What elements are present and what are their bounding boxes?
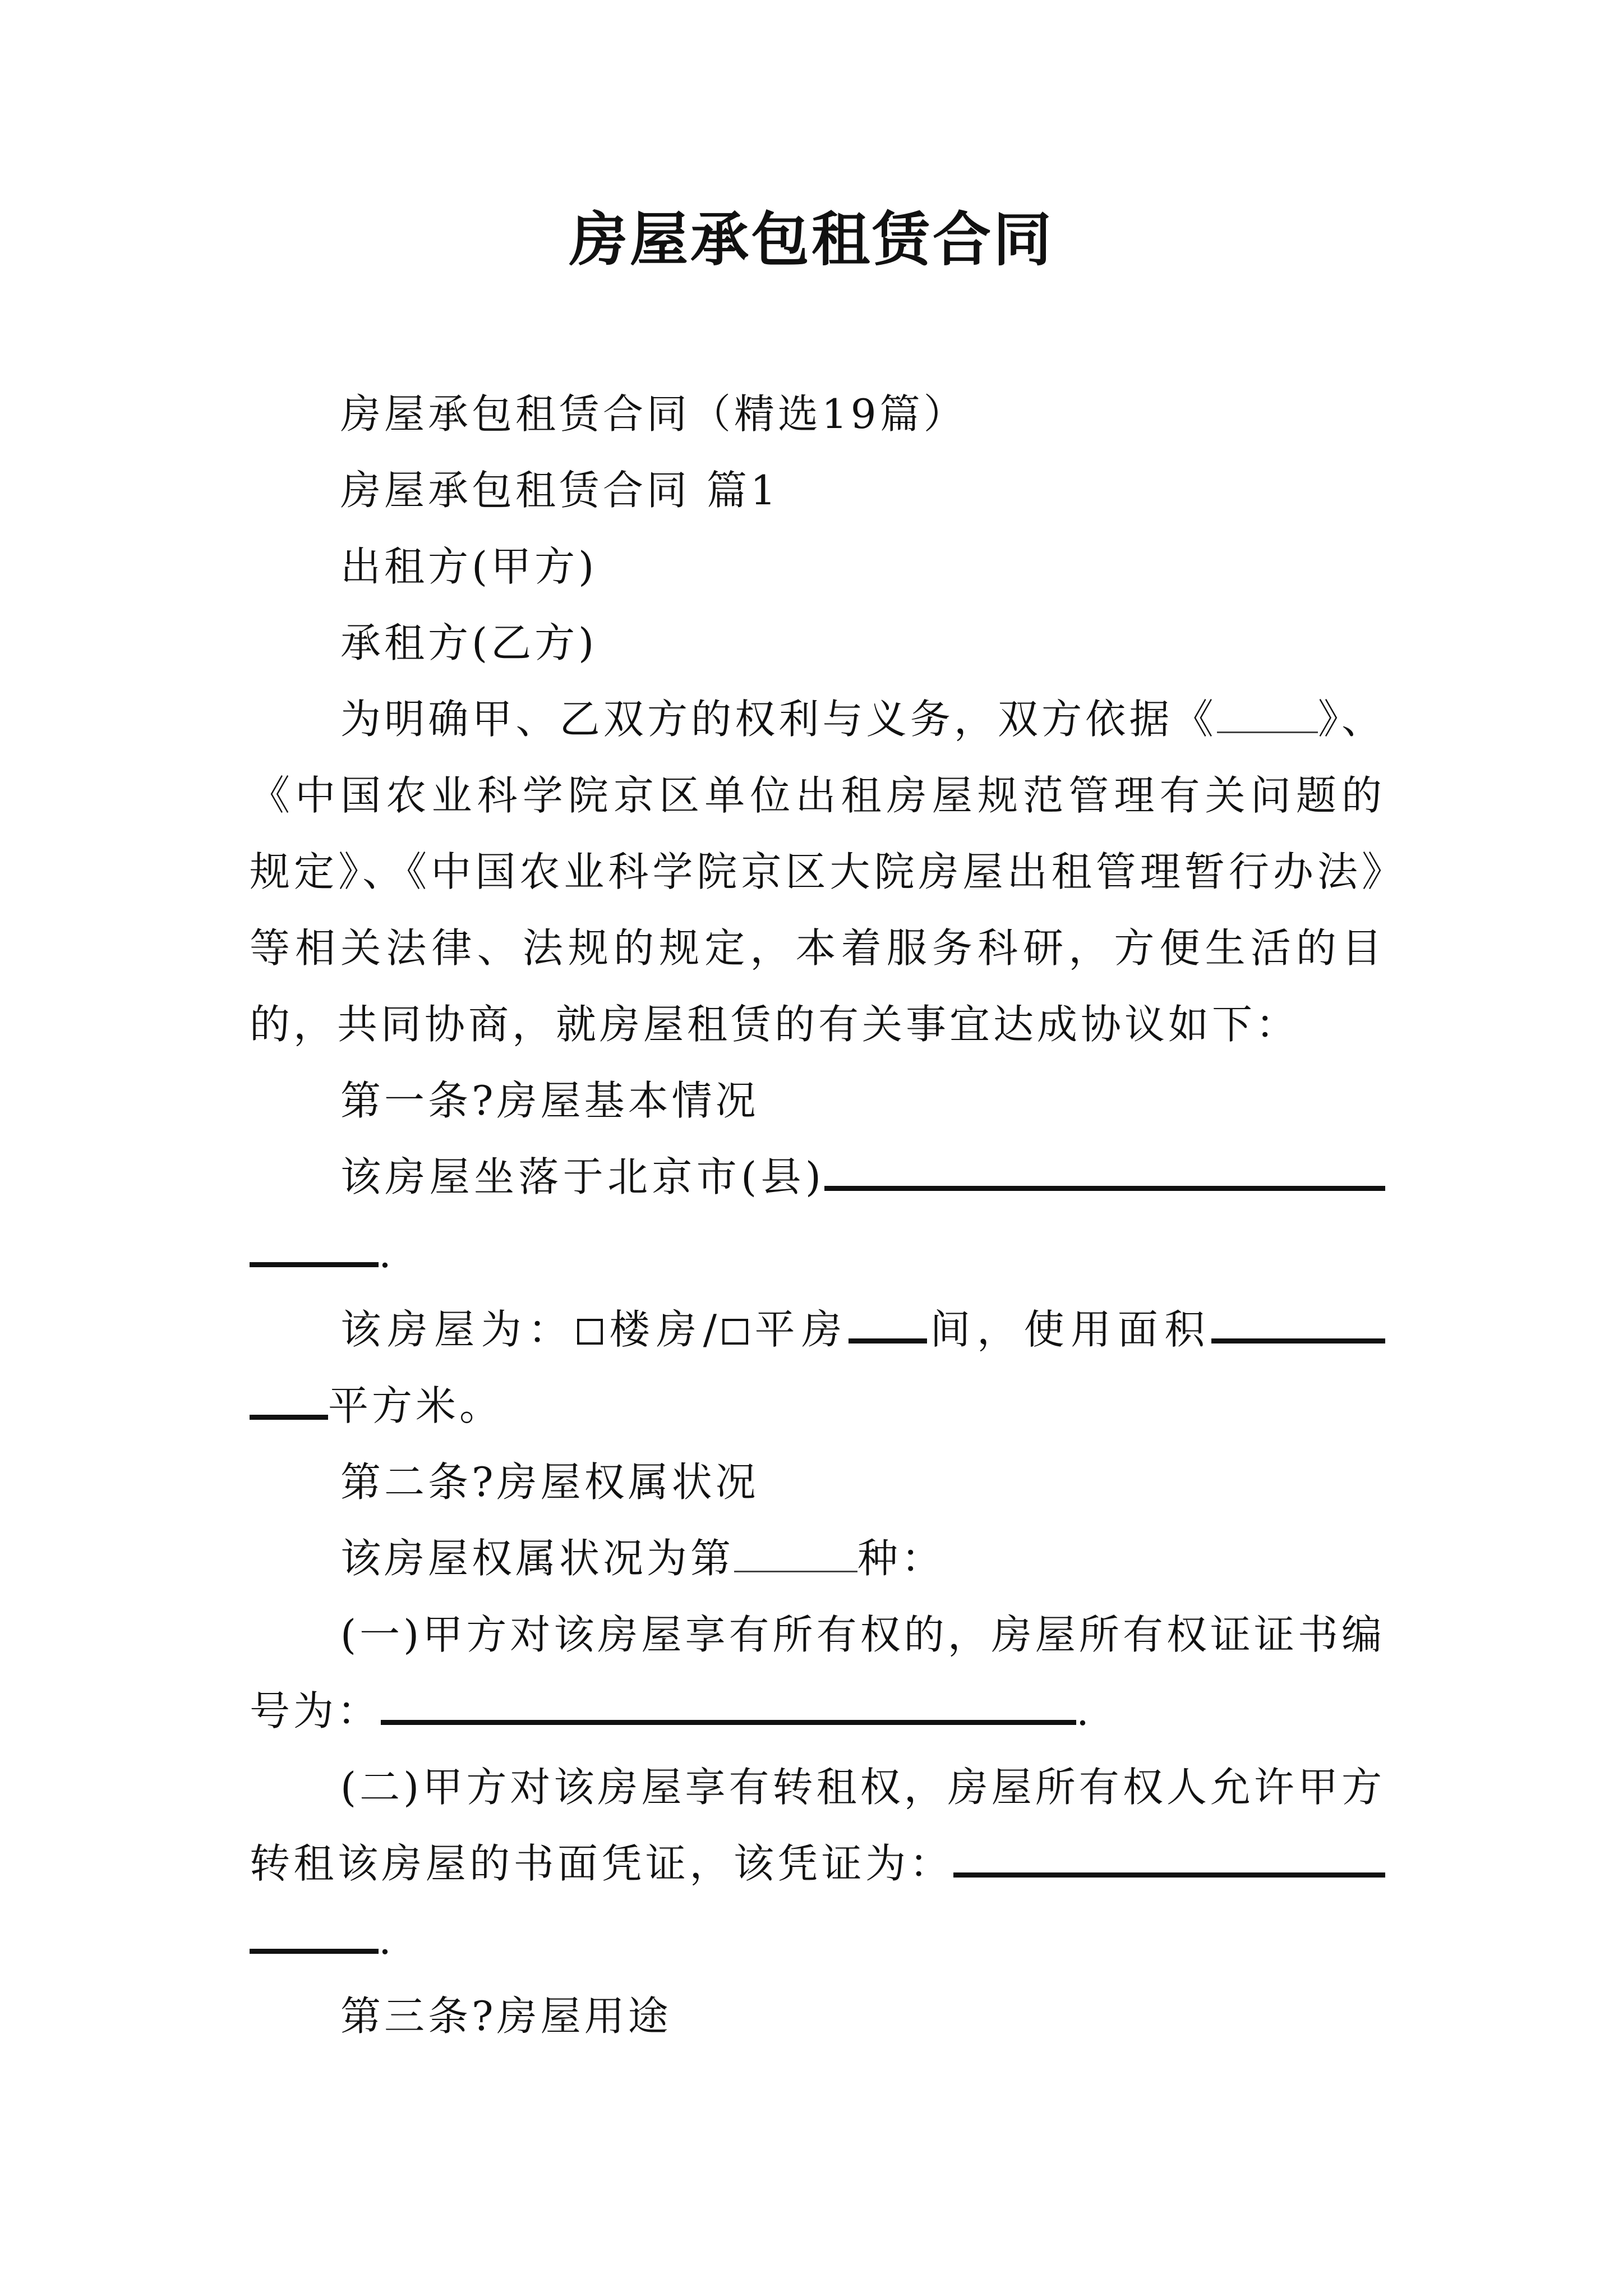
checkbox-bungalow-icon [722,1319,748,1345]
room-count-blank [849,1338,927,1343]
intro-text-a: 为明确甲、乙双方的权利与义务，双方依据《 [340,696,1217,743]
article-3-heading: 第三条?房屋用途 [340,1993,672,2040]
item-1-text: (一)甲方对该房屋享有所有权的，房屋所有权证证书编号为： [250,1611,1385,1734]
voucher-blank-continued [250,1949,379,1954]
part-heading: 房屋承包租赁合同 篇1 [340,467,780,514]
lessee-line: 承租方(乙方) [340,619,598,666]
item-1-period: . [1076,1687,1092,1734]
house-type-text-a: 该房屋为： [340,1306,575,1353]
article-1-heading: 第一条?房屋基本情况 [340,1077,759,1124]
checkbox-building-icon [577,1319,603,1345]
ownership-kind-blank [734,1571,857,1572]
item-2-paragraph [250,1749,1385,1978]
area-blank-continued [250,1415,328,1420]
ownership-text-b: 种： [857,1535,946,1582]
intro-paragraph [250,681,1385,1062]
article-2-heading: 第二条?房屋权属状况 [340,1458,759,1506]
house-type-text-c: 平方米。 [328,1382,504,1429]
voucher-blank [953,1872,1385,1878]
document-body [250,376,1385,2054]
area-blank [1211,1338,1385,1343]
location-blank-continued [250,1262,379,1267]
location-paragraph [250,1139,1385,1291]
location-blank [824,1186,1385,1191]
house-type-text-b: 间，使用面积 [926,1306,1211,1353]
ownership-paragraph [250,1520,1385,1596]
law-name-blank [1217,731,1318,733]
certificate-number-blank [381,1720,1076,1725]
location-period: . [379,1230,395,1277]
house-type-building: 楼房/ [606,1306,721,1353]
lessor-line: 出租方(甲方) [340,543,598,590]
document-title: 房屋承包租赁合同 [569,205,1054,274]
house-type-paragraph [250,1291,1385,1444]
house-type-bungalow: 平房 [751,1306,849,1353]
ownership-text-a: 该房屋权属状况为第 [340,1535,735,1582]
item-1-paragraph [250,1596,1385,1749]
subtitle: 房屋承包租赁合同（精选19篇） [340,390,967,438]
item-2-period: . [379,1916,395,1963]
location-text: 该房屋坐落于北京市(县) [340,1153,824,1200]
intro-text-b: 》、《中国农业科学院京区单位出租房屋规范管理有关问题的规定》、《中国农业科学院京区大院房屋出租管理暂行办法》等相关法律、法规的规定，本着服务科研，方便生活的目的，共同协商，就房屋租赁的有关事宜达成协议如下： [250,696,1385,1048]
item-2-text: (二)甲方对该房屋享有转租权，房屋所有权人允许甲方转租该房屋的书面凭证，该凭证为： [250,1764,1385,1887]
